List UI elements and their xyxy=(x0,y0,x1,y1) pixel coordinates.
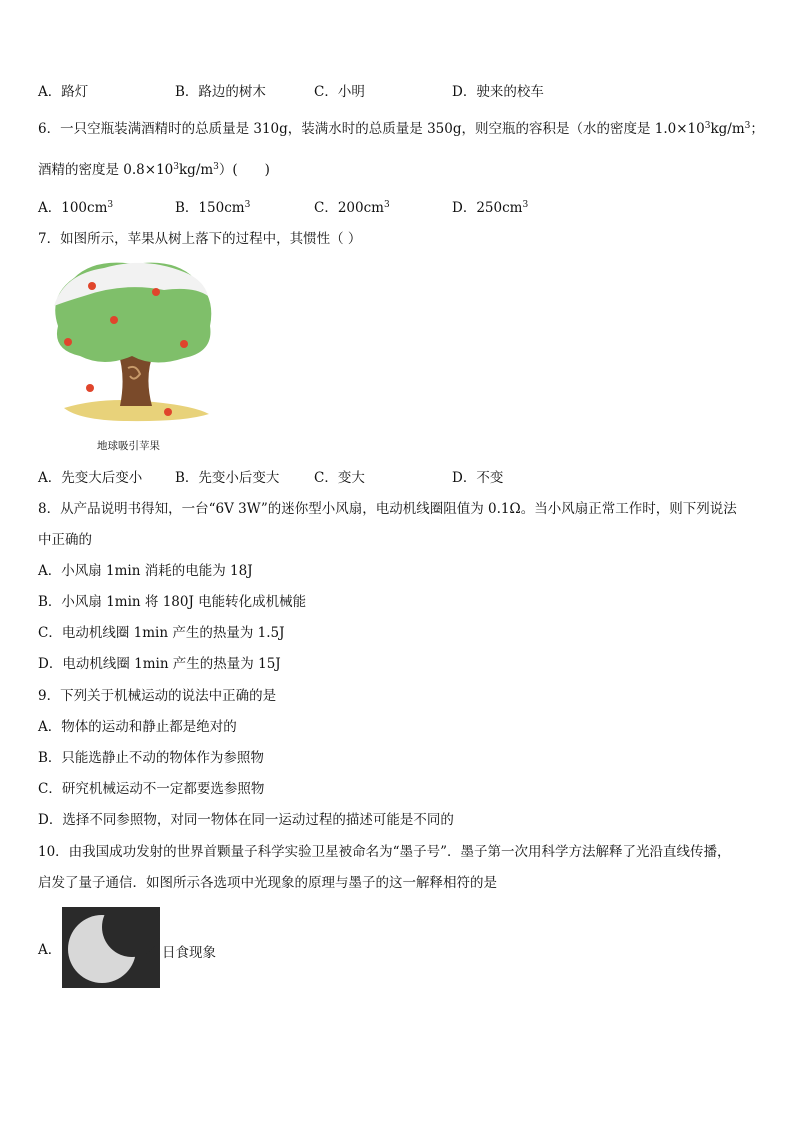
q6-option-b: B．$150cm^3$ xyxy=(175,200,251,216)
q10-stem-line2: 启发了量子通信．如图所示各选项中光现象的原理与墨子的这一解释相符的是 xyxy=(38,875,497,891)
q6-option-d: D．$250cm^3$ xyxy=(452,200,529,216)
q6-stem-line2: 酒精的密度是 $0.8\times 10^3kg/m^3$）( ) xyxy=(38,162,270,178)
q9-option-c: C．研究机械运动不一定都要选参照物 xyxy=(38,781,265,797)
q9-option-a: A．物体的运动和静止都是绝对的 xyxy=(38,719,237,735)
q5-option-a: A．路灯 xyxy=(38,84,89,100)
q9-option-d: D．选择不同参照物，对同一物体在同一运动过程的描述可能是不同的 xyxy=(38,812,454,828)
q7-stem: 7．如图所示，苹果从树上落下的过程中，其惯性（ ） xyxy=(38,231,362,247)
q8-stem-line1: 8．从产品说明书得知，一台“6V 3W”的迷你型小风扇，电动机线圈阻值为 0.1Ω。当小风扇正常工作时，则下列说法 xyxy=(38,501,737,517)
q6-stem-line1: 6．一只空瓶装满酒精时的总质量是 310g，装满水时的总质量是 350g，则空瓶的容积是（水的密度是 $1.0\times 10^3kg/m^3$； xyxy=(38,121,764,137)
q10-option-a-label: A． xyxy=(38,942,62,958)
q8-stem-line2: 中正确的 xyxy=(38,532,92,548)
solar-eclipse-photo xyxy=(62,907,160,988)
q5-option-d: D．驶来的校车 xyxy=(452,84,544,100)
q10-option-a-caption: 日食现象 xyxy=(162,945,216,961)
q6-option-c: C．$200cm^3$ xyxy=(314,200,390,216)
q7-option-d: D．不变 xyxy=(452,470,504,486)
q8-option-d: D．电动机线圈 1min 产生的热量为 15J xyxy=(38,656,281,672)
q8-option-c: C．电动机线圈 1min 产生的热量为 1.5J xyxy=(38,625,285,641)
q5-option-c: C．小明 xyxy=(314,84,365,100)
q9-stem: 9．下列关于机械运动的说法中正确的是 xyxy=(38,688,277,704)
q8-option-b: B．小风扇 1min 将 180J 电能转化成机械能 xyxy=(38,594,307,610)
q8-option-a: A．小风扇 1min 消耗的电能为 18J xyxy=(38,563,253,579)
q5-option-b: B．路边的树木 xyxy=(175,84,266,100)
q7-option-a: A．先变大后变小 xyxy=(38,470,143,486)
tree-caption: 地球吸引苹果 xyxy=(97,440,160,452)
q9-option-b: B．只能选静止不动的物体作为参照物 xyxy=(38,750,264,766)
apple-tree-illustration xyxy=(44,256,216,456)
q6-option-a: A．$100cm^3$ xyxy=(38,200,114,216)
q10-stem-line1: 10．由我国成功发射的世界首颗量子科学实验卫星被命名为“墨子号”．墨子第一次用科学方法解释了光沿直线传播， xyxy=(38,844,731,860)
q7-option-b: B．先变小后变大 xyxy=(175,470,280,486)
q7-option-c: C．变大 xyxy=(314,470,365,486)
